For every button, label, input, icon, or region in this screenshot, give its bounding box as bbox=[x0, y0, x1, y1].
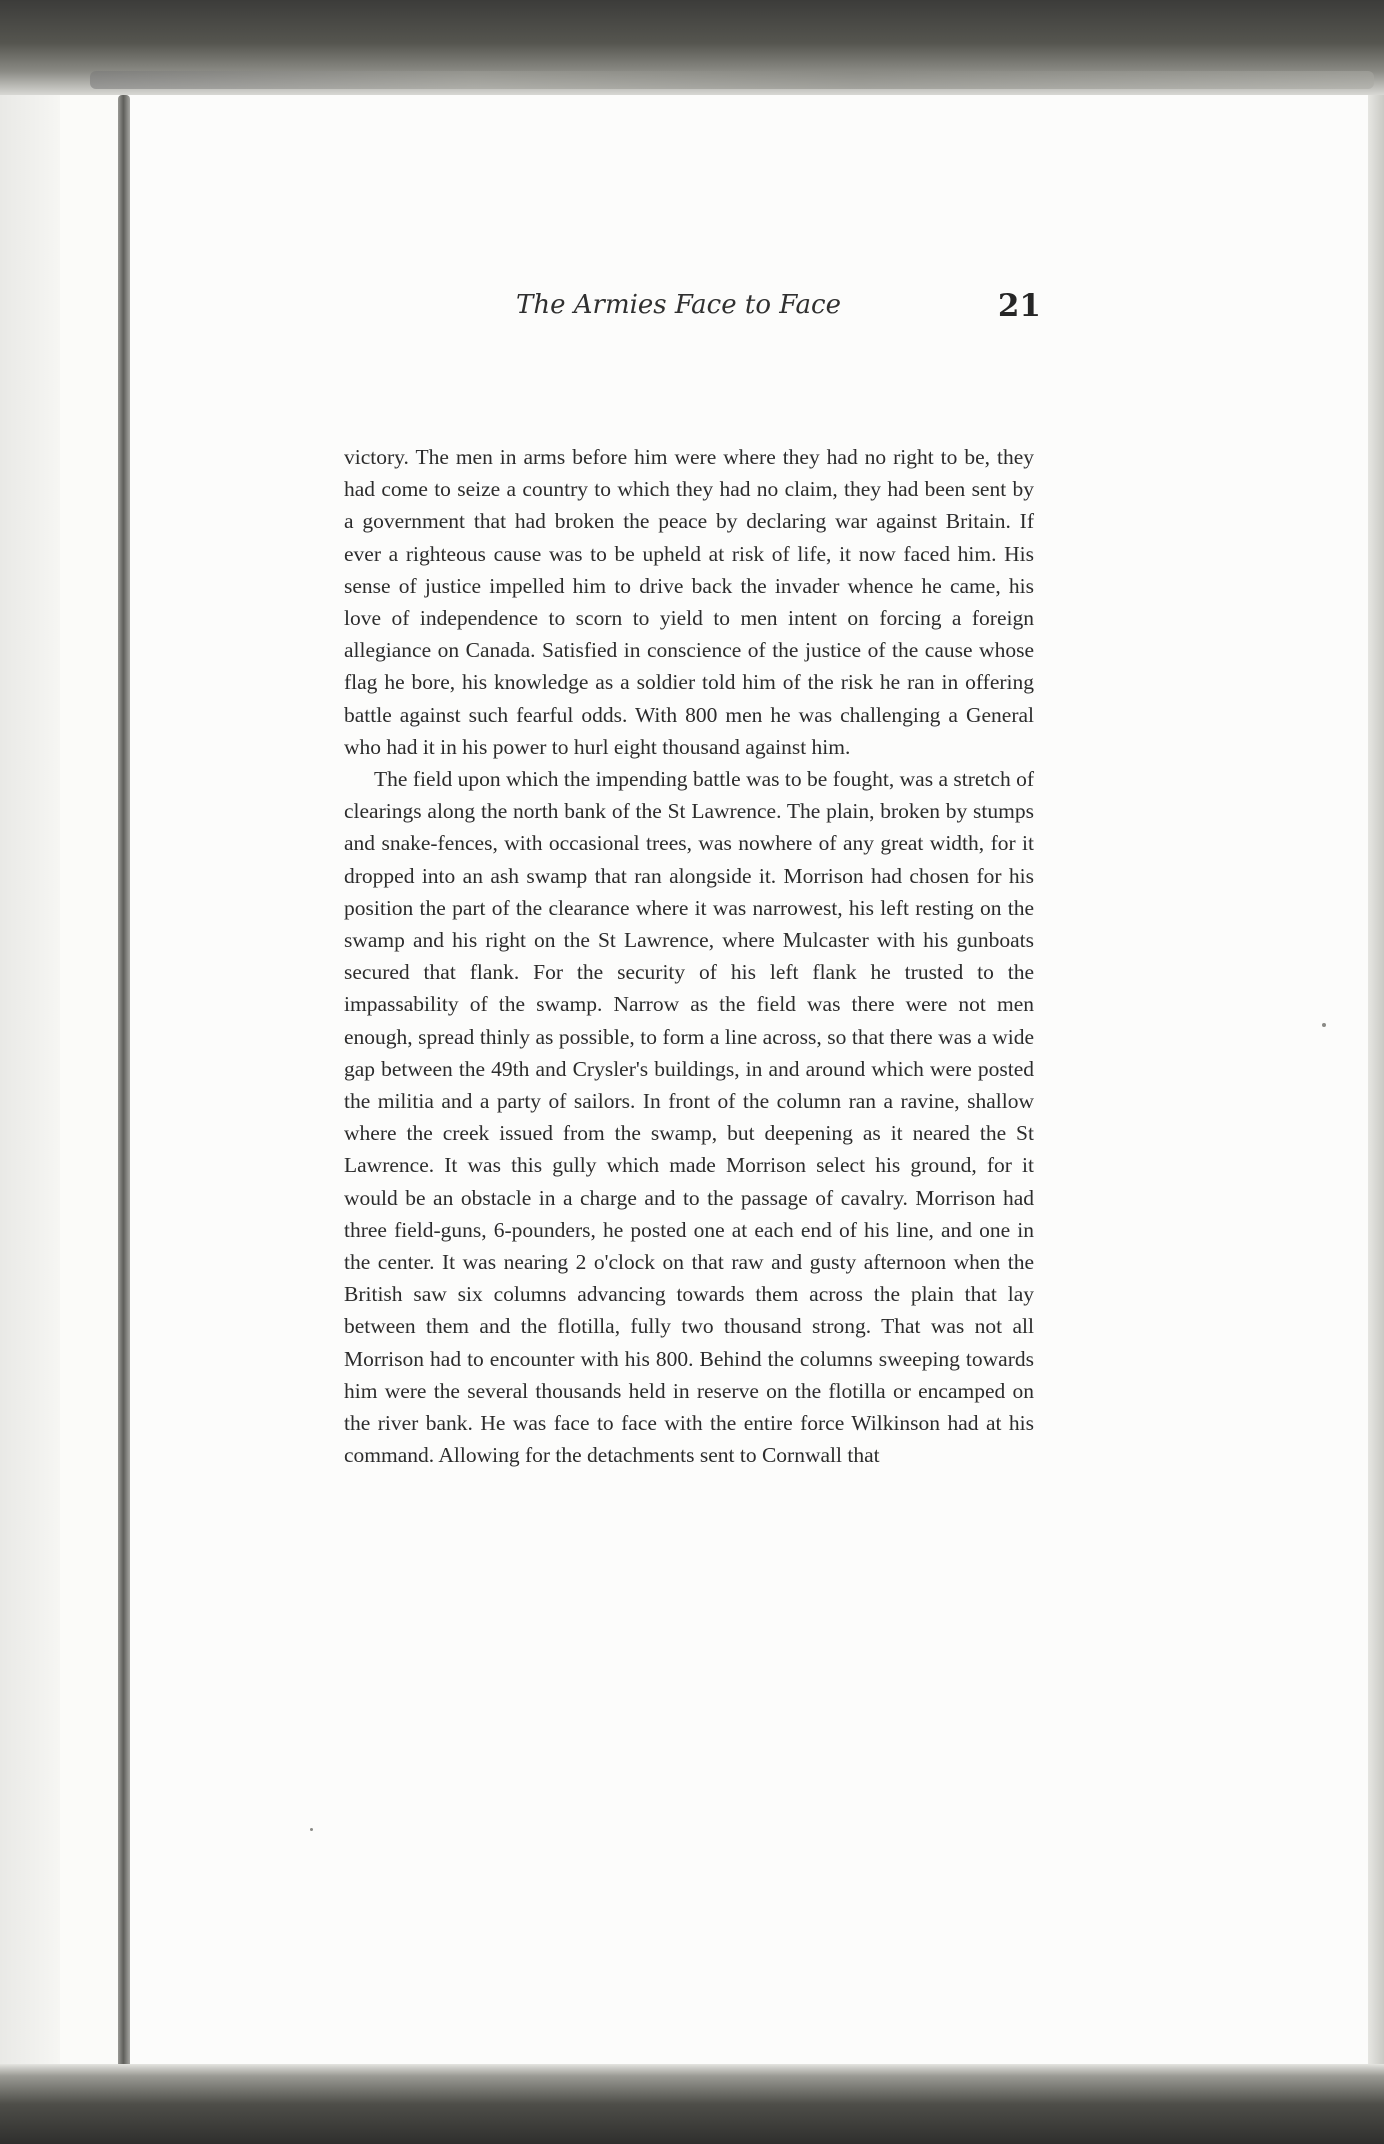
running-head bbox=[338, 290, 1055, 340]
paper-speck bbox=[310, 1828, 313, 1831]
right-page-edge bbox=[1368, 0, 1384, 2144]
left-margin-edge bbox=[0, 0, 60, 2144]
paragraph: The field upon which the impending battle was to be fought, was a stretch of clearings along the north bank of the St Lawrence. The plain, broken by stumps and snake-fences, with occasional trees, was nowhere of any great width, for it dropped into an ash swamp that ran alongside it. Morrison had chosen for his position the part of the clearance where it was narrowest, his left resting on the swamp and his right on the St Lawrence, where Mulcaster with his gunboats secured that flank. For the security of his left flank he trusted to the impassability of the swamp. Narrow as the field was there were not men enough, spread thinly as possible, to form a line across, so that there was a wide gap between the 49th and Crysler's buildings, in and around which were posted the militia and a party of sailors. In front of the column ran a ravine, shallow where the creek issued from the swamp, but deepening as it neared the St Lawrence. It was this gully which made Morrison select his ground, for it would be an obstacle in a charge and to the passage of cavalry. Morrison had three field-guns, 6-pounders, he posted one at each end of his line, and one in the center. It was nearing 2 o'clock on that raw and gusty afternoon when the British saw six columns advancing towards them across the plain that lay between them and the flotilla, fully two thousand strong. That was not all Morrison had to encounter with his 800. Behind the columns sweeping towards him were the several thousands held in reserve on the flotilla or encamped on the river bank. He was face to face with the entire force Wilkinson had at his command. Allowing for the detachments sent to Cornwall that bbox=[344, 767, 1034, 1468]
page-number: 21 bbox=[997, 288, 1041, 324]
top-worn-edge bbox=[0, 0, 1384, 95]
body-text bbox=[344, 441, 1034, 1472]
book-spine-shadow bbox=[118, 95, 130, 2085]
running-head-title: The Armies Face to Face bbox=[516, 290, 841, 320]
paragraph: victory. The men in arms before him were where they had no right to be, they had come to seize a country to which they had no claim, they had been sent by a government that had broken the peace by declaring war against Britain. If ever a righteous cause was to be upheld at risk of life, it now faced him. His sense of justice impelled him to drive back the invader whence he came, his love of independence to scorn to yield to men intent on forcing a foreign allegiance on Canada. Satisfied in conscience of the justice of the cause whose flag he bore, his knowledge as a soldier told him of the risk he ran in offering battle against such fearful odds. With 800 men he was challenging a General who had it in his power to hurl eight thousand against him. bbox=[344, 445, 1034, 759]
paper-speck bbox=[1322, 1023, 1326, 1027]
bottom-worn-edge bbox=[0, 2064, 1384, 2144]
